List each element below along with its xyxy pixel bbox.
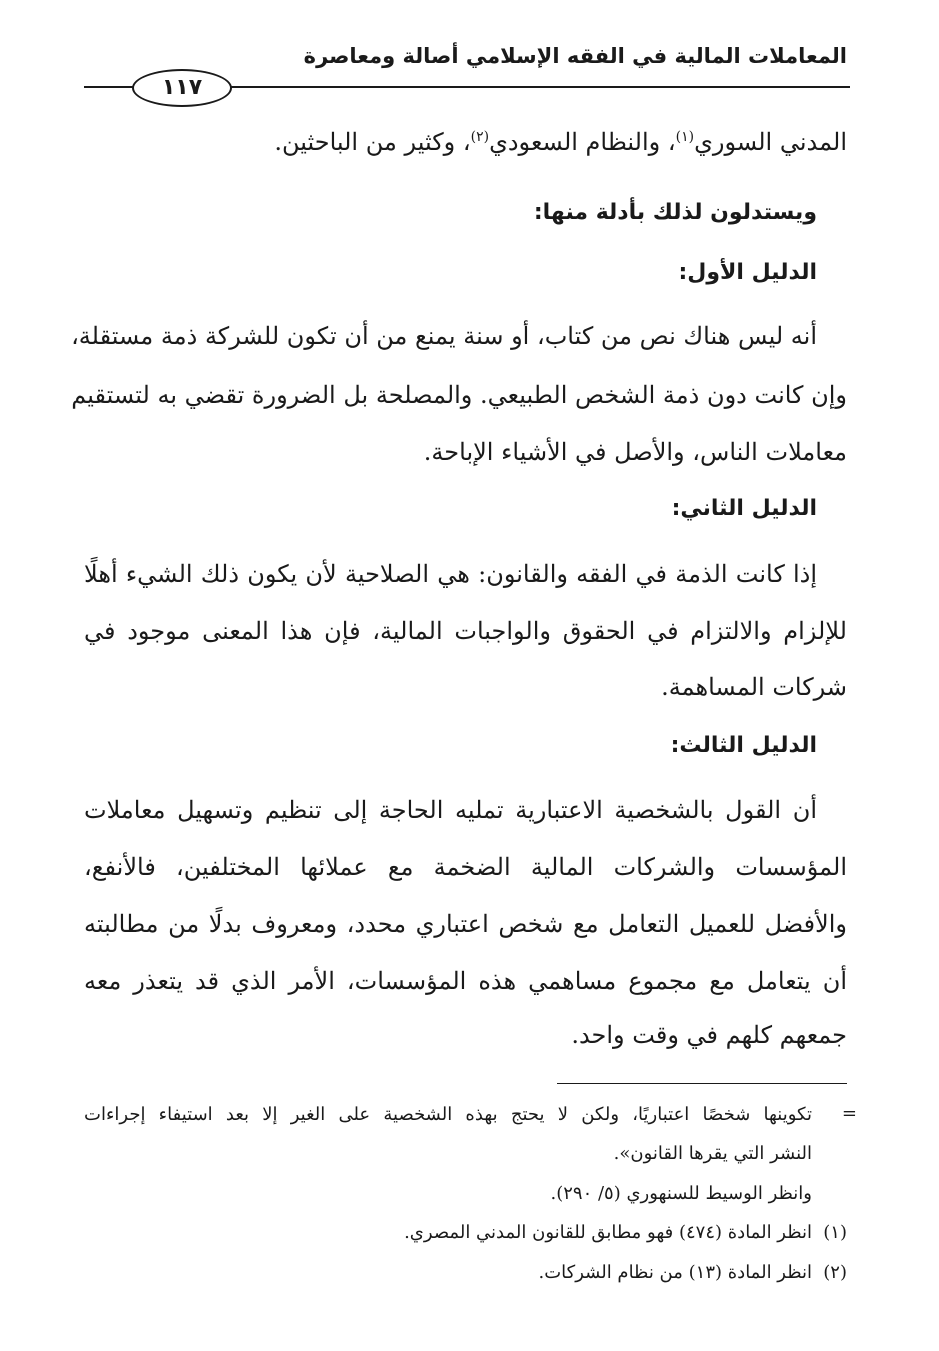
footnote-ref: (١) xyxy=(675,129,695,145)
footnote-continuation-line: النشر التي يقرها القانون». xyxy=(613,1143,812,1164)
proof-3-line: أن القول بالشخصية الاعتبارية تمليه الحاجة إلى تنظيم وتسهيل معاملات xyxy=(84,796,817,824)
proof-1-line: وإن كانت دون ذمة الشخص الطبيعي. والمصلحة بل الضرورة تقضي به لتستقيم xyxy=(71,381,847,409)
proof-3-heading: الدليل الثالث: xyxy=(670,733,817,758)
text-segment: ، والنظام السعودي xyxy=(489,128,676,156)
body-line xyxy=(84,128,847,156)
footnote-number: (٢) xyxy=(823,1262,847,1283)
continuation-marker: = xyxy=(841,1103,857,1124)
proof-3-line: والأفضل للعميل التعامل مع شخص اعتباري محدد، ومعروف بدلًا من مطالبته xyxy=(84,910,847,938)
footnote-separator xyxy=(557,1083,847,1084)
running-title: المعاملات المالية في الفقه الإسلامي أصالة ومعاصرة xyxy=(303,44,847,68)
proof-2-line: للإلزام والالتزام في الحقوق والواجبات المالية، فإن هذا المعنى موجود في xyxy=(84,617,847,645)
proof-3-line: المؤسسات والشركات المالية الضخمة مع عملائها المختلفين، فالأنفع، xyxy=(84,853,847,881)
footnote-ref: (٢) xyxy=(470,129,490,145)
text-segment: ، وكثير من الباحثين. xyxy=(274,128,471,156)
footnote-text: انظر المادة (١٣) من نظام الشركات. xyxy=(538,1262,812,1283)
proof-1-line: أنه ليس هناك نص من كتاب، أو سنة يمنع من أن تكون للشركة ذمة مستقلة، xyxy=(71,322,817,350)
proof-2-heading: الدليل الثاني: xyxy=(671,496,817,521)
proof-2-line: إذا كانت الذمة في الفقه والقانون: هي الصلاحية لأن يكون ذلك الشيء أهلًا xyxy=(84,560,817,588)
footnote-continuation-line: تكوينها شخصًا اعتباريًا، ولكن لا يحتج بهذه الشخصية على الغير إلا بعد استيفاء إجراءات xyxy=(84,1104,812,1125)
proof-3-line: جمعهم كلهم في وقت واحد. xyxy=(571,1021,847,1049)
text-segment: المدني السوري xyxy=(694,128,847,156)
page-number: ١١٧ xyxy=(132,69,232,107)
proof-1-heading: الدليل الأول: xyxy=(678,260,817,285)
footnote-text: انظر المادة (٤٧٤) فهو مطابق للقانون المدني المصري. xyxy=(404,1222,812,1243)
footnote-continuation-line: وانظر الوسيط للسنهوري (٥/ ٢٩٠). xyxy=(550,1183,812,1204)
proof-2-line: شركات المساهمة. xyxy=(661,673,847,701)
lead-heading: ويستدلون لذلك بأدلة منها: xyxy=(533,200,817,225)
proof-1-line: معاملات الناس، والأصل في الأشياء الإباحة. xyxy=(423,438,847,466)
proof-3-line: أن يتعامل مع مجموع مساهمي هذه المؤسسات، الأمر الذي قد يتعذر معه xyxy=(84,967,847,995)
footnote-number: (١) xyxy=(823,1222,847,1243)
